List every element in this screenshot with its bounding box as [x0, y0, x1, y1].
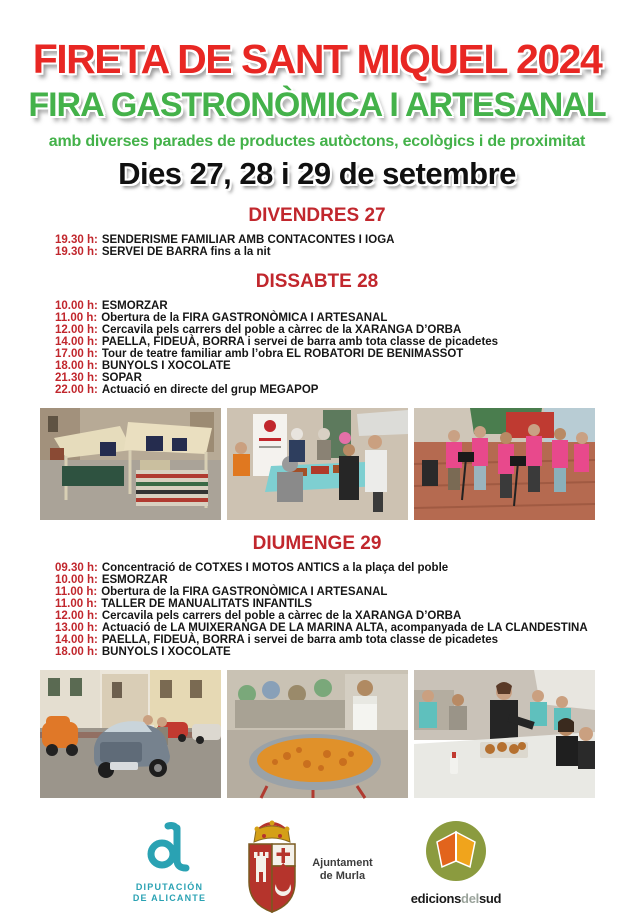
event-time: 12.00 h:: [55, 324, 98, 336]
event-time: 22.00 h:: [55, 384, 98, 396]
food-serving-table-photo: [414, 670, 595, 798]
day-heading: DISSABTE 28: [255, 271, 379, 292]
photo-row-2: [0, 670, 634, 798]
event-row: [55, 300, 606, 312]
event-text: Obertura de la FIRA GASTRONÒMICA I ARTESANAL: [101, 586, 388, 598]
ajuntament-murla-logo: [244, 820, 373, 919]
section-dissabte-28: [0, 271, 634, 396]
event-row: [55, 246, 606, 258]
event-text: BUNYOLS I XOCOLATE: [101, 646, 231, 658]
event-text: Cercavila pels carrers del poble a càrrec de la XARANGA D’ORBA: [101, 610, 462, 622]
event-time: 10.00 h:: [55, 300, 98, 312]
event-text: PAELLA, FIDEUÀ, BORRA i servei de barra amb tota classe de picadetes: [101, 634, 499, 646]
section-diumenge-29: [0, 533, 634, 658]
event-text: ESMORZAR: [101, 300, 168, 312]
section-divendres-27: [0, 205, 634, 258]
event-row: [55, 360, 606, 372]
murla-coat-of-arms-icon: [244, 820, 300, 919]
event-time: 18.00 h:: [55, 360, 98, 372]
event-text: ESMORZAR: [101, 574, 168, 586]
event-row: [55, 372, 606, 384]
event-text: TALLER DE MANUALITATS INFANTILS: [101, 598, 313, 610]
edicionsdelsud-text: edicionsdelsud: [410, 891, 502, 906]
event-time: 11.00 h:: [55, 312, 98, 324]
event-row: [55, 610, 606, 622]
edicionsdelsud-logo: [411, 820, 501, 906]
open-book-icon: [425, 869, 487, 886]
classic-cars-photo: [40, 670, 221, 798]
event-row: [55, 312, 606, 324]
event-row: [55, 336, 606, 348]
event-text: Obertura de la FIRA GASTRONÒMICA I ARTESANAL: [101, 312, 388, 324]
event-text: Actuació en directe del grup MEGAPOP: [101, 384, 319, 396]
diputacion-alicante-logo: [133, 820, 206, 904]
caritas-tasting-table-photo: [227, 408, 408, 520]
event-text: Cercavila pels carrers del poble a càrrec de la XARANGA D’ORBA: [101, 324, 462, 336]
event-list: [0, 234, 634, 258]
photo-row-1: [0, 408, 634, 520]
giant-paella-photo: [227, 670, 408, 798]
page-title: FIRETA DE SANT MIQUEL 2024: [32, 36, 602, 82]
event-row: [55, 324, 606, 336]
event-time: 14.00 h:: [55, 336, 98, 348]
event-row: [55, 562, 606, 574]
event-text: SENDERISME FAMILIAR AMB CONTACONTES I IOGA: [101, 234, 395, 246]
sponsor-logos: [0, 820, 634, 919]
event-row: [55, 348, 606, 360]
market-stalls-photo: [40, 408, 221, 520]
event-row: [55, 384, 606, 396]
event-text: BUNYOLS I XOCOLATE: [101, 360, 231, 372]
event-text: Actuació de LA MUIXERANGA DE LA MARINA ALTA, acompanyada de LA CLANDESTINA: [101, 622, 588, 634]
event-row: [55, 598, 606, 610]
event-time: 09.30 h:: [55, 562, 98, 574]
event-text: SERVEI DE BARRA fins a la nit: [101, 246, 271, 258]
event-row: [55, 574, 606, 586]
diputacion-text: DIPUTACIÓN DE ALICANTE: [132, 882, 207, 903]
event-time: 14.00 h:: [55, 634, 98, 646]
event-time: 18.00 h:: [55, 646, 98, 658]
event-text: Concentració de COTXES I MOTOS ANTICS a la plaça del poble: [101, 562, 449, 574]
event-time: 19.30 h:: [55, 246, 98, 258]
ajuntament-text: Ajuntament de Murla: [312, 856, 373, 882]
event-text: PAELLA, FIDEUÀ, BORRA i servei de barra amb tota classe de picadetes: [101, 336, 499, 348]
dates-line: Dies 27, 28 i 29 de setembre: [118, 156, 516, 191]
event-time: 19.30 h:: [55, 234, 98, 246]
tagline: amb diverses parades de productes autòctons, ecològics i de proximitat: [48, 133, 586, 150]
event-row: [55, 234, 606, 246]
event-row: [55, 646, 606, 658]
event-text: SOPAR: [101, 372, 142, 384]
event-list: [0, 562, 634, 658]
event-time: 11.00 h:: [55, 586, 98, 598]
event-time: 17.00 h:: [55, 348, 98, 360]
event-row: [55, 622, 606, 634]
event-time: 10.00 h:: [55, 574, 98, 586]
diputacion-a-icon: [144, 859, 196, 876]
event-time: 12.00 h:: [55, 610, 98, 622]
event-time: 11.00 h:: [55, 598, 98, 610]
event-time: 13.00 h:: [55, 622, 98, 634]
event-time: 21.30 h:: [55, 372, 98, 384]
event-text: Tour de teatre familiar amb l’obra EL ROBATORI DE BENIMASSOT: [101, 348, 464, 360]
pink-band-photo: [414, 408, 595, 520]
day-heading: DIVENDRES 27: [248, 205, 386, 226]
event-list: [0, 300, 634, 396]
event-row: [55, 586, 606, 598]
day-heading: DIUMENGE 29: [252, 533, 382, 554]
page-subtitle: FIRA GASTRONÒMICA I ARTESANAL: [28, 86, 606, 124]
event-row: [55, 634, 606, 646]
